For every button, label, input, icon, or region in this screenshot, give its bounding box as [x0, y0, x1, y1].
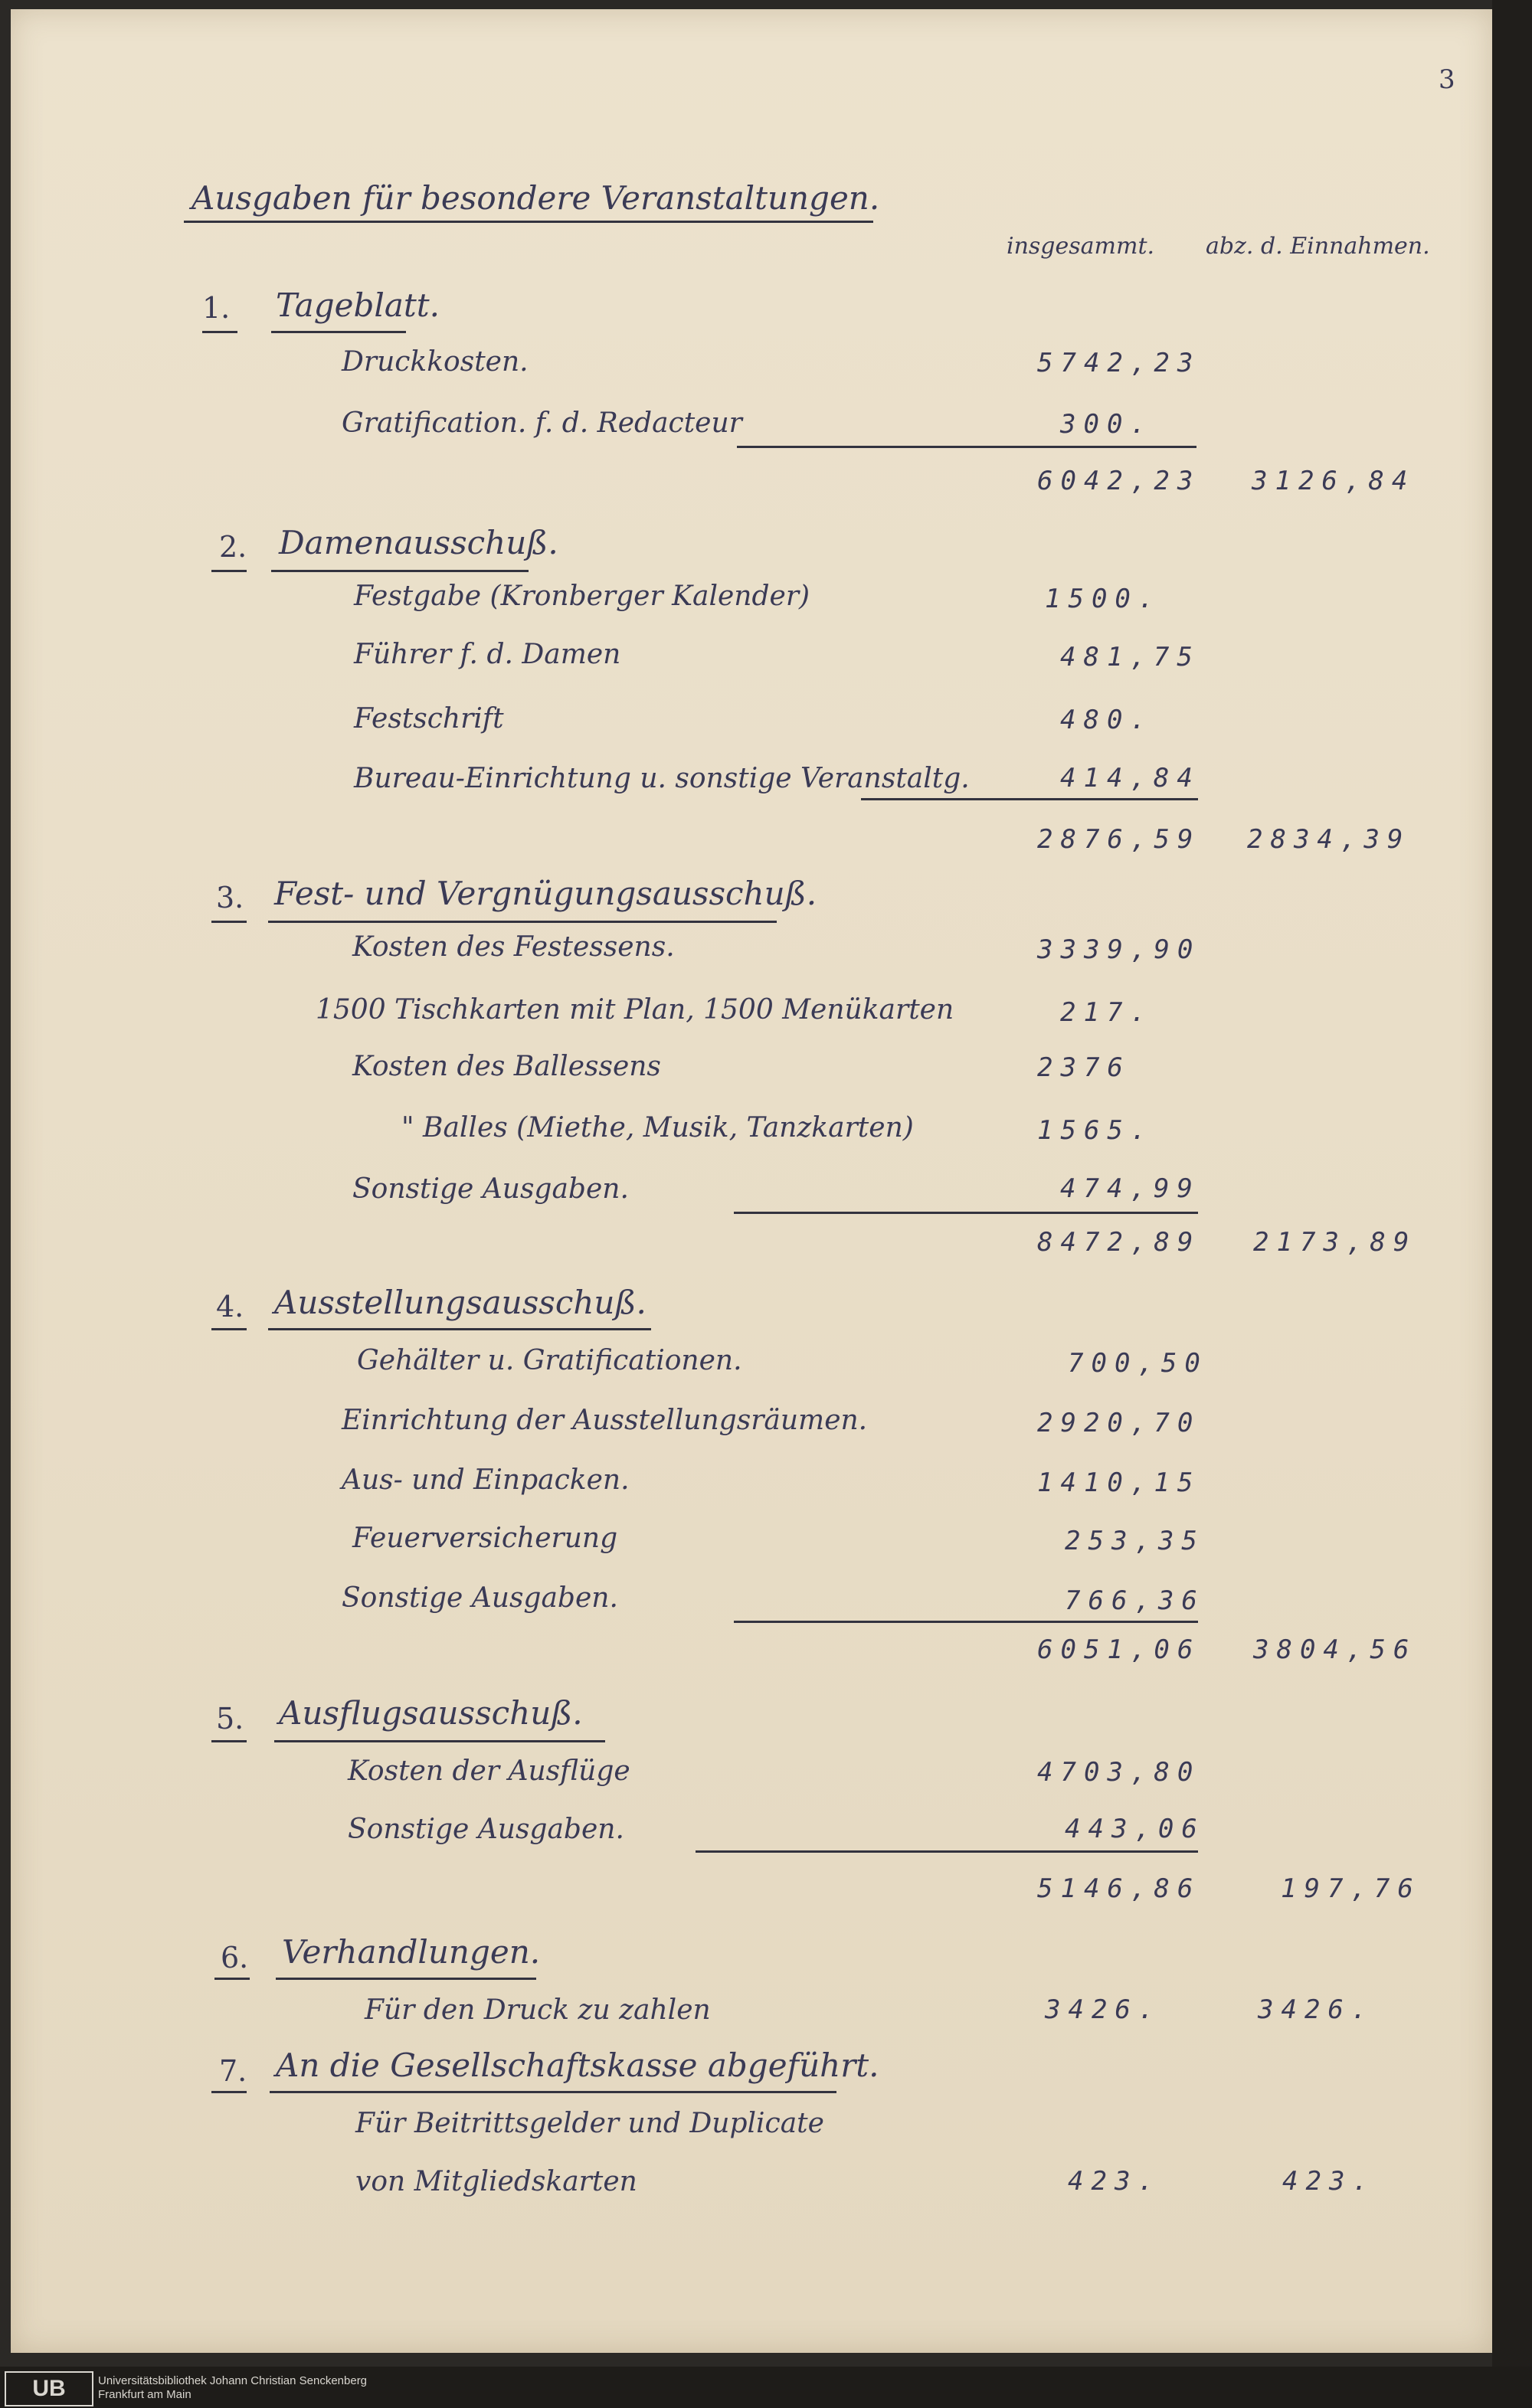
section-title: Damenausschuß.: [279, 524, 558, 561]
section-number: 4.: [216, 1290, 244, 1323]
section-title: Ausflugsausschuß.: [279, 1694, 583, 1732]
section-total: 6042,23: [1037, 466, 1201, 496]
line-item-label: Für den Druck zu zahlen: [365, 1994, 711, 2026]
line-item-amount: 443,06: [1065, 1814, 1205, 1844]
line-item-amount: 4703,80: [1037, 1757, 1201, 1788]
line-item-amount: 2376: [1037, 1052, 1131, 1083]
subtotal-rule: [861, 798, 1198, 800]
line-item-label: Festgabe (Kronberger Kalender): [354, 581, 810, 612]
line-item-amount: 5742,23: [1037, 348, 1201, 378]
line-item-label: Gehälter u. Gratificationen.: [357, 1345, 742, 1376]
line-item-label: Festschrift: [354, 703, 504, 735]
section-title: An die Gesellschaftskasse abgeführt.: [276, 2046, 879, 2084]
section-title: Tageblatt.: [276, 286, 440, 324]
line-item-amount: 217.: [1060, 997, 1154, 1028]
section-total: 6051,06: [1037, 1634, 1201, 1665]
section-net: 3804,56: [1253, 1634, 1417, 1665]
line-item-label: Gratification. f. d. Redacteur: [342, 407, 742, 439]
section-title: Fest- und Vergnügungsausschuß.: [274, 875, 817, 912]
line-item-amount: 481,75: [1060, 642, 1200, 672]
line-item-label: Druckkosten.: [342, 346, 529, 378]
section-net: 2173,89: [1253, 1227, 1417, 1258]
title-underline: [184, 221, 873, 223]
line-item-label: Kosten des Ballessens: [352, 1051, 661, 1082]
line-item-amount: 2920,70: [1037, 1408, 1201, 1438]
line-item-amount: 1500.: [1045, 584, 1162, 614]
library-city: Frankfurt am Main: [98, 2388, 192, 2401]
line-item-amount: 700,50: [1068, 1348, 1208, 1379]
line-item-label: Sonstige Ausgaben.: [348, 1814, 624, 1845]
line-item-amount: 414,84: [1060, 763, 1200, 793]
section-number-underline: [211, 1740, 247, 1742]
line-item-label: Für Beitrittsgelder und Duplicate: [355, 2108, 824, 2139]
scan-edge: [1492, 0, 1532, 2367]
section-number-underline: [214, 1978, 250, 1980]
line-item-label: Kosten der Ausflüge: [348, 1755, 630, 1787]
section-total: 8472,89: [1037, 1227, 1201, 1258]
section-number: 1.: [202, 291, 231, 325]
section-number-underline: [211, 1328, 247, 1330]
section-number: 2.: [219, 530, 247, 564]
section-title: Ausstellungsausschuß.: [274, 1284, 647, 1321]
document-page: [11, 9, 1492, 2353]
section-number-underline: [211, 2091, 247, 2093]
line-item-amount: 300.: [1060, 409, 1154, 440]
library-logo: UB: [5, 2371, 93, 2406]
line-item-label: " Balles (Miethe, Musik, Tanzkarten): [401, 1112, 914, 1143]
section-number-underline: [202, 331, 237, 333]
line-item-label: von Mitgliedskarten: [355, 2166, 637, 2197]
section-net: 3126,84: [1252, 466, 1416, 496]
line-item-amount: 766,36: [1065, 1585, 1205, 1616]
section-number: 6.: [221, 1941, 249, 1974]
subtotal-rule: [734, 1212, 1198, 1214]
section-title-underline: [271, 570, 529, 572]
section-total: 2876,59: [1037, 824, 1201, 855]
section-title-underline: [271, 331, 406, 333]
line-item-label: Führer f. d. Damen: [354, 639, 621, 670]
page-title: Ausgaben für besondere Veranstaltungen.: [192, 179, 880, 217]
line-item-label: 1500 Tischkarten mit Plan, 1500 Menükarten: [316, 994, 954, 1026]
line-item-net: 423.: [1282, 2166, 1376, 2197]
subtotal-rule: [696, 1850, 1198, 1853]
library-name: Universitätsbibliothek Johann Christian Senckenberg: [98, 2374, 368, 2387]
page-number: 3: [1439, 64, 1455, 95]
subtotal-rule: [734, 1621, 1198, 1623]
section-title-underline: [268, 921, 777, 923]
line-item-net: 3426.: [1258, 1994, 1375, 2025]
section-title-underline: [268, 1328, 651, 1330]
section-net: 2834,39: [1247, 824, 1411, 855]
line-item-label: Sonstige Ausgaben.: [352, 1173, 629, 1205]
line-item-amount: 1410,15: [1037, 1467, 1201, 1498]
line-item-label: Sonstige Ausgaben.: [342, 1582, 618, 1614]
line-item-amount: 423.: [1068, 2166, 1161, 2197]
section-number: 5.: [216, 1702, 244, 1736]
line-item-label: Feuerversicherung: [352, 1523, 618, 1554]
line-item-label: Kosten des Festessens.: [352, 931, 675, 963]
section-title-underline: [276, 1978, 536, 1980]
line-item-amount: 1565.: [1037, 1115, 1154, 1146]
section-number: 7.: [219, 2054, 247, 2088]
subtotal-rule: [737, 446, 1196, 448]
section-number-underline: [211, 921, 247, 923]
line-item-amount: 474,99: [1060, 1173, 1200, 1204]
line-item-amount: 253,35: [1065, 1526, 1205, 1556]
section-number-underline: [211, 570, 247, 572]
column-header-total: insgesammt.: [1007, 233, 1155, 260]
section-title: Verhandlungen.: [282, 1933, 541, 1971]
section-number: 3.: [216, 881, 244, 914]
line-item-label: Aus- und Einpacken.: [342, 1464, 630, 1496]
section-title-underline: [270, 2091, 836, 2093]
column-header-net: abz. d. Einnahmen.: [1206, 233, 1430, 260]
line-item-label: Einrichtung der Ausstellungsräumen.: [342, 1405, 868, 1436]
section-net: 197,76: [1281, 1873, 1421, 1904]
section-title-underline: [274, 1740, 605, 1742]
section-total: 5146,86: [1037, 1873, 1201, 1904]
line-item-amount: 480.: [1060, 705, 1154, 735]
line-item-label: Bureau-Einrichtung u. sonstige Veranstaltg.: [354, 763, 970, 794]
line-item-amount: 3426.: [1045, 1994, 1162, 2025]
line-item-amount: 3339,90: [1037, 934, 1201, 965]
library-footer: [0, 2367, 1532, 2408]
